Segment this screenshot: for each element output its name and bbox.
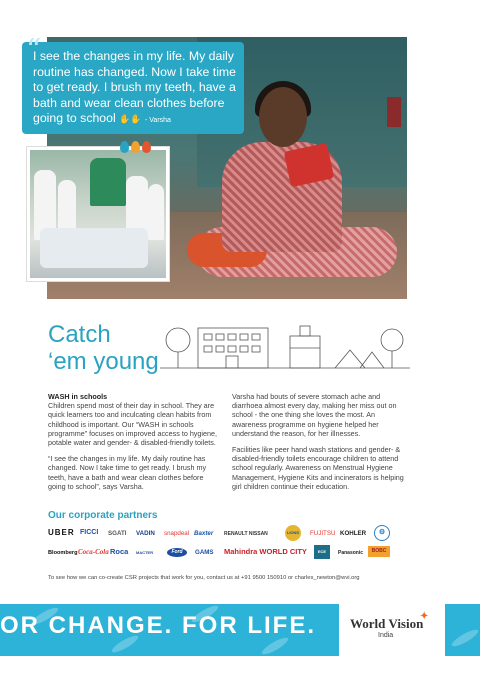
partner-logo: LIONS [285, 525, 301, 541]
partner-logo: Bloomberg [48, 550, 78, 556]
partner-logo: Ford [167, 548, 187, 557]
partner-logo: BOBC [368, 546, 390, 557]
partner-logo: Panasonic [338, 550, 364, 556]
org-region: India [378, 632, 394, 639]
wash-paragraph-1: Children spend most of their day in school. They are quick learners too and inculcating clean habits from childhood is important. Our “WASH in schools programme” focuses on improved access to hygiene, potable water and gender- & disabled-friendly toilets. [48, 401, 217, 448]
wash-title: WASH in schools [48, 392, 108, 401]
quote-body: I see the changes in my life. My daily routine has changed. Now I take time to get ready. I brush my teeth, have a bath and wear clean clothes before going to school [33, 49, 237, 125]
heading-line-1: Catch [48, 321, 111, 348]
hands-icon: ✋✋ [119, 114, 142, 124]
partner-logo: GAMS [195, 549, 214, 556]
wash-column-left [48, 392, 218, 498]
footer-slogan: OR CHANGE. FOR LIFE. [0, 612, 316, 639]
partners-title: Our corporate partners [48, 510, 158, 521]
partner-logo: ECE [314, 545, 330, 559]
partner-logo: FICCI [80, 529, 99, 536]
partner-logo: KOHLER [340, 530, 367, 537]
handwash-photo [26, 146, 170, 282]
heading-line-2: ‘em young [48, 348, 159, 375]
org-name: World Vision [350, 616, 424, 631]
partner-logo: Coca-Cola [78, 548, 109, 556]
partner-logo: Baxter [194, 530, 214, 537]
wash-paragraph-2: “I see the changes in my life. My daily routine has changed. Now I take time to get ready. I brush my teeth, have a bath and wear clean clothes before going to school”, says Varsha. [48, 454, 207, 491]
partner-logo: VADIN [136, 530, 155, 537]
partner-logo: FUJITSU [310, 530, 336, 537]
section-heading [48, 321, 178, 375]
quote-text [33, 49, 243, 129]
partner-logo: Roca [110, 547, 129, 556]
varsha-paragraph-2: Facilities like peer hand wash stations and gender- & disabled-friendly toilets encourage children to attend school regularly. Awareness on Menstrual Hygiene Management, Hygiene Kits and incinerators is helping girl children continue their education. [232, 445, 404, 491]
wash-column-right [232, 392, 407, 498]
partner-logo-emblem-icon: ⚙ [374, 525, 390, 541]
partner-logo: UBER [48, 528, 75, 537]
partner-logo: SGATI [108, 530, 127, 537]
varsha-paragraph-1: Varsha had bouts of severe stomach ache and diarrhoea almost every day, making her miss out on school - the one thing she loves the most. An awareness programme on hygiene helped her understand the reason, for her illnesses. [232, 392, 397, 438]
quote-mark-icon: “ [26, 33, 42, 68]
contact-line: To see how we can co-create CSR projects that work for you, contact us at +91 9500 150910 or charles_newton@wvi.org [48, 575, 360, 581]
partner-logo: RENAULT NISSAN [224, 531, 268, 537]
partner-logo: MACTER [136, 550, 154, 555]
quote-attribution: - Varsha [145, 117, 171, 124]
partner-logo: Mahindra WORLD CITY [224, 547, 307, 556]
water-drops-icon [120, 140, 153, 158]
school-sketch-illustration [160, 322, 410, 370]
partner-logo: snapdeal [164, 530, 190, 537]
star-icon: ✦ [420, 611, 429, 622]
